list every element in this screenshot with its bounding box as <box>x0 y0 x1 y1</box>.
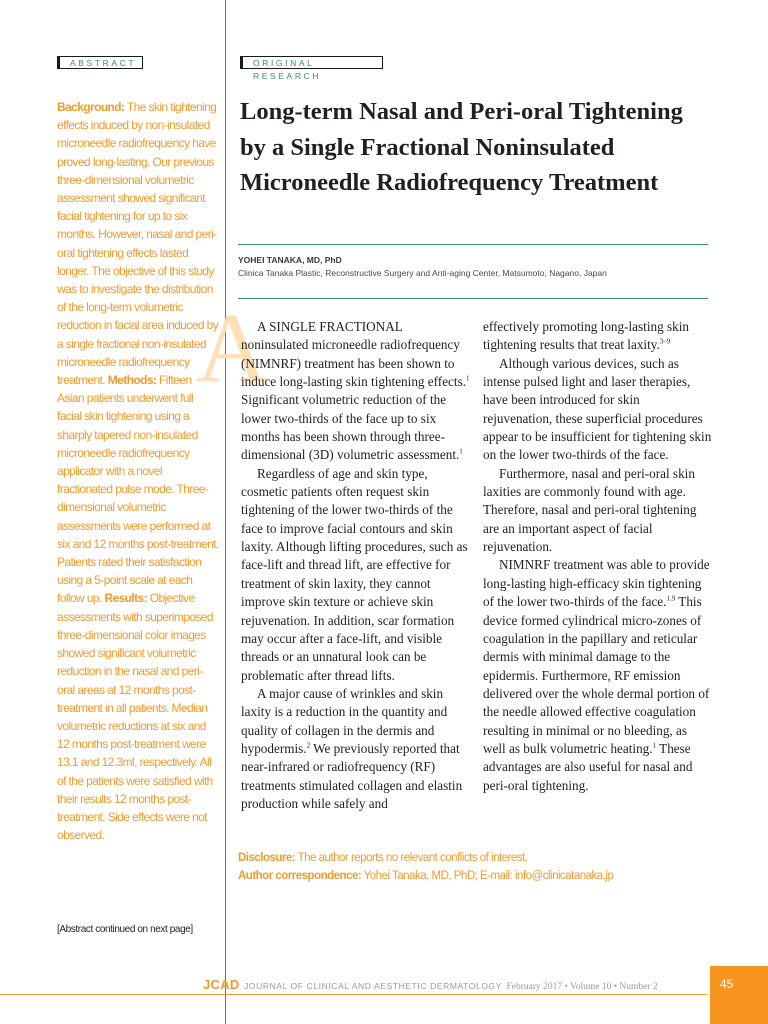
body-paragraph: A major cause of wrinkles and skin laxity is a reduction in the quantity and quality of collagen in the dermis and hypodermis.$^2$ We previously reported that near-infrared or radiofrequency (RF) treatments stimulated collagen and elastin production while safely and <box>241 685 463 811</box>
citation: 1 <box>459 448 463 457</box>
body-paragraph: effectively promoting long-lasting skin tightening results that treat laxity.$^{3-9}$ <box>483 319 689 353</box>
background-label: Background: <box>57 100 125 114</box>
issue-info: February 2017 • Volume 10 • Number 2 <box>506 982 658 992</box>
author-affiliation: Clinica Tanaka Plastic, Reconstructive Surgery and Anti-aging Center, Matsumoto, Nagano, Japan <box>238 268 607 278</box>
citation: 2 <box>306 741 311 750</box>
abstract-text <box>57 98 219 844</box>
citation: 1 <box>466 374 470 383</box>
body-paragraph: A SINGLE FRACTIONAL noninsulated microneedle radiofrequency (NIMNRF) treatment has been shown to induce long-lasting skin tightening effects.$^1$ Significant volumetric reduction of the lower two-thirds of the face up to six months has been shown through three-dimensional (3D) volumetric assessment.$^1$ <box>241 319 470 463</box>
footer <box>203 976 658 994</box>
body-paragraph: Although various devices, such as intense pulsed light and laser therapies, have been introduced for skin rejuvenation, these superficial procedures appear to be insufficient for tightening skin on the lower two-thirds of the face. <box>483 355 712 463</box>
results-label: Results: <box>104 591 147 606</box>
citation: 3–9 <box>659 337 671 346</box>
abstract-tag: ABSTRACT <box>57 56 143 69</box>
page-number-box <box>710 966 768 1024</box>
footer-rule <box>0 994 707 995</box>
byline-rule <box>238 298 708 299</box>
abstract-continued-note: [Abstract continued on next page] <box>57 924 193 935</box>
methods-label: Methods: <box>107 373 157 388</box>
article-title: Long-term Nasal and Peri-oral Tightening by a Single Fractional Noninsulated Microneedle Radiofrequency Treatment <box>240 98 683 196</box>
drop-cap: A <box>196 292 269 403</box>
title-rule <box>238 244 708 245</box>
citation: 1 <box>652 741 657 750</box>
results-text: Objective assessments with superimposed three-dimensional color images showed significant volumetric reduction in the nasal and peri-oral areas at 12 months post-treatment in all patients. Median volumetric reductions at six and 12 months post-treatment were 13.1 and 12.3ml, respectively. All of the patients were satisfied with their results 12 months post-treatment. Side effects were not observed. <box>57 591 214 843</box>
body-paragraph: Regardless of age and skin type, cosmetic patients often request skin tightening of the lower two-thirds of the face to improve facial contours and skin laxity. Although lifting procedures, such as face-lift and thread lift, are effective for treatment of skin laxity, they cannot improve skin texture or achieve skin rejuvenation. In addition, scar formation may occur after a face-lift, and visible threads or an unnatural look can be problematic after thread lifts. <box>241 465 468 683</box>
body-paragraph: NIMNRF treatment was able to provide long-lasting high-efficacy skin tightening of the lower two-thirds of the face.$^{1,9}$ This device formed cylindrical micro-zones of coagulation in the papillary and reticular dermis with minimal damage to the epidermis. Furthermore, RF emission delivered over the whole dermal portion of the needle allowed effective coagulation resulting in minimal or no bleeding, as well as bulk volumetric heating.$^1$ These advantages are also useful for nasal and peri-oral tightening. <box>483 557 710 793</box>
citation: 1,9 <box>666 594 676 603</box>
body-column-right <box>483 318 712 795</box>
author-name: YOHEI TANAKA, MD, PhD <box>238 255 342 265</box>
body-paragraph: Furthermore, nasal and peri-oral skin laxities are commonly found with age. Therefore, nasal and peri-oral tightening are an important aspect of facial rejuvenation. <box>483 465 697 555</box>
disclosure-note: Disclosure: The author reports no relevant conflicts of interest. <box>238 852 528 864</box>
journal-logo: JCAD <box>203 977 240 992</box>
correspondence-note: Author correspondence: Yohei Tanaka, MD, PhD; E-mail: info@clinicatanaka.jp <box>238 870 614 882</box>
column-divider <box>225 0 226 1024</box>
journal-name: JOURNAL OF CLINICAL AND AESTHETIC DERMATOLOGY <box>244 981 503 991</box>
body-column-left <box>241 318 470 813</box>
page-number: 45 <box>720 977 734 991</box>
background-text: The skin tightening effects induced by non-insulated microneedle radiofrequency have proved long-lasting. Our previous three-dimensional volumetric assessment showed significant facial tightening for up to six months. However, nasal and peri-oral tightening effects lasted longer. The objective of this study was to investigate the distribution of the long-term volumetric reduction in facial area induced by a single fractional non-insulated microneedle radiofrequency treatment. <box>57 100 219 388</box>
methods-text: Fifteen Asian patients underwent full facial skin tightening using a sharply tapered non-insulated microneedle radiofrequency applicator with a novel fractionated pulse mode. Three-dimensional volumetric assessments were performed at six and 12 months post-treatment. Patients rated their satisfaction using a 5-point scale at each follow up. <box>57 373 219 606</box>
section-tag: ORIGINAL RESEARCH <box>240 56 383 69</box>
